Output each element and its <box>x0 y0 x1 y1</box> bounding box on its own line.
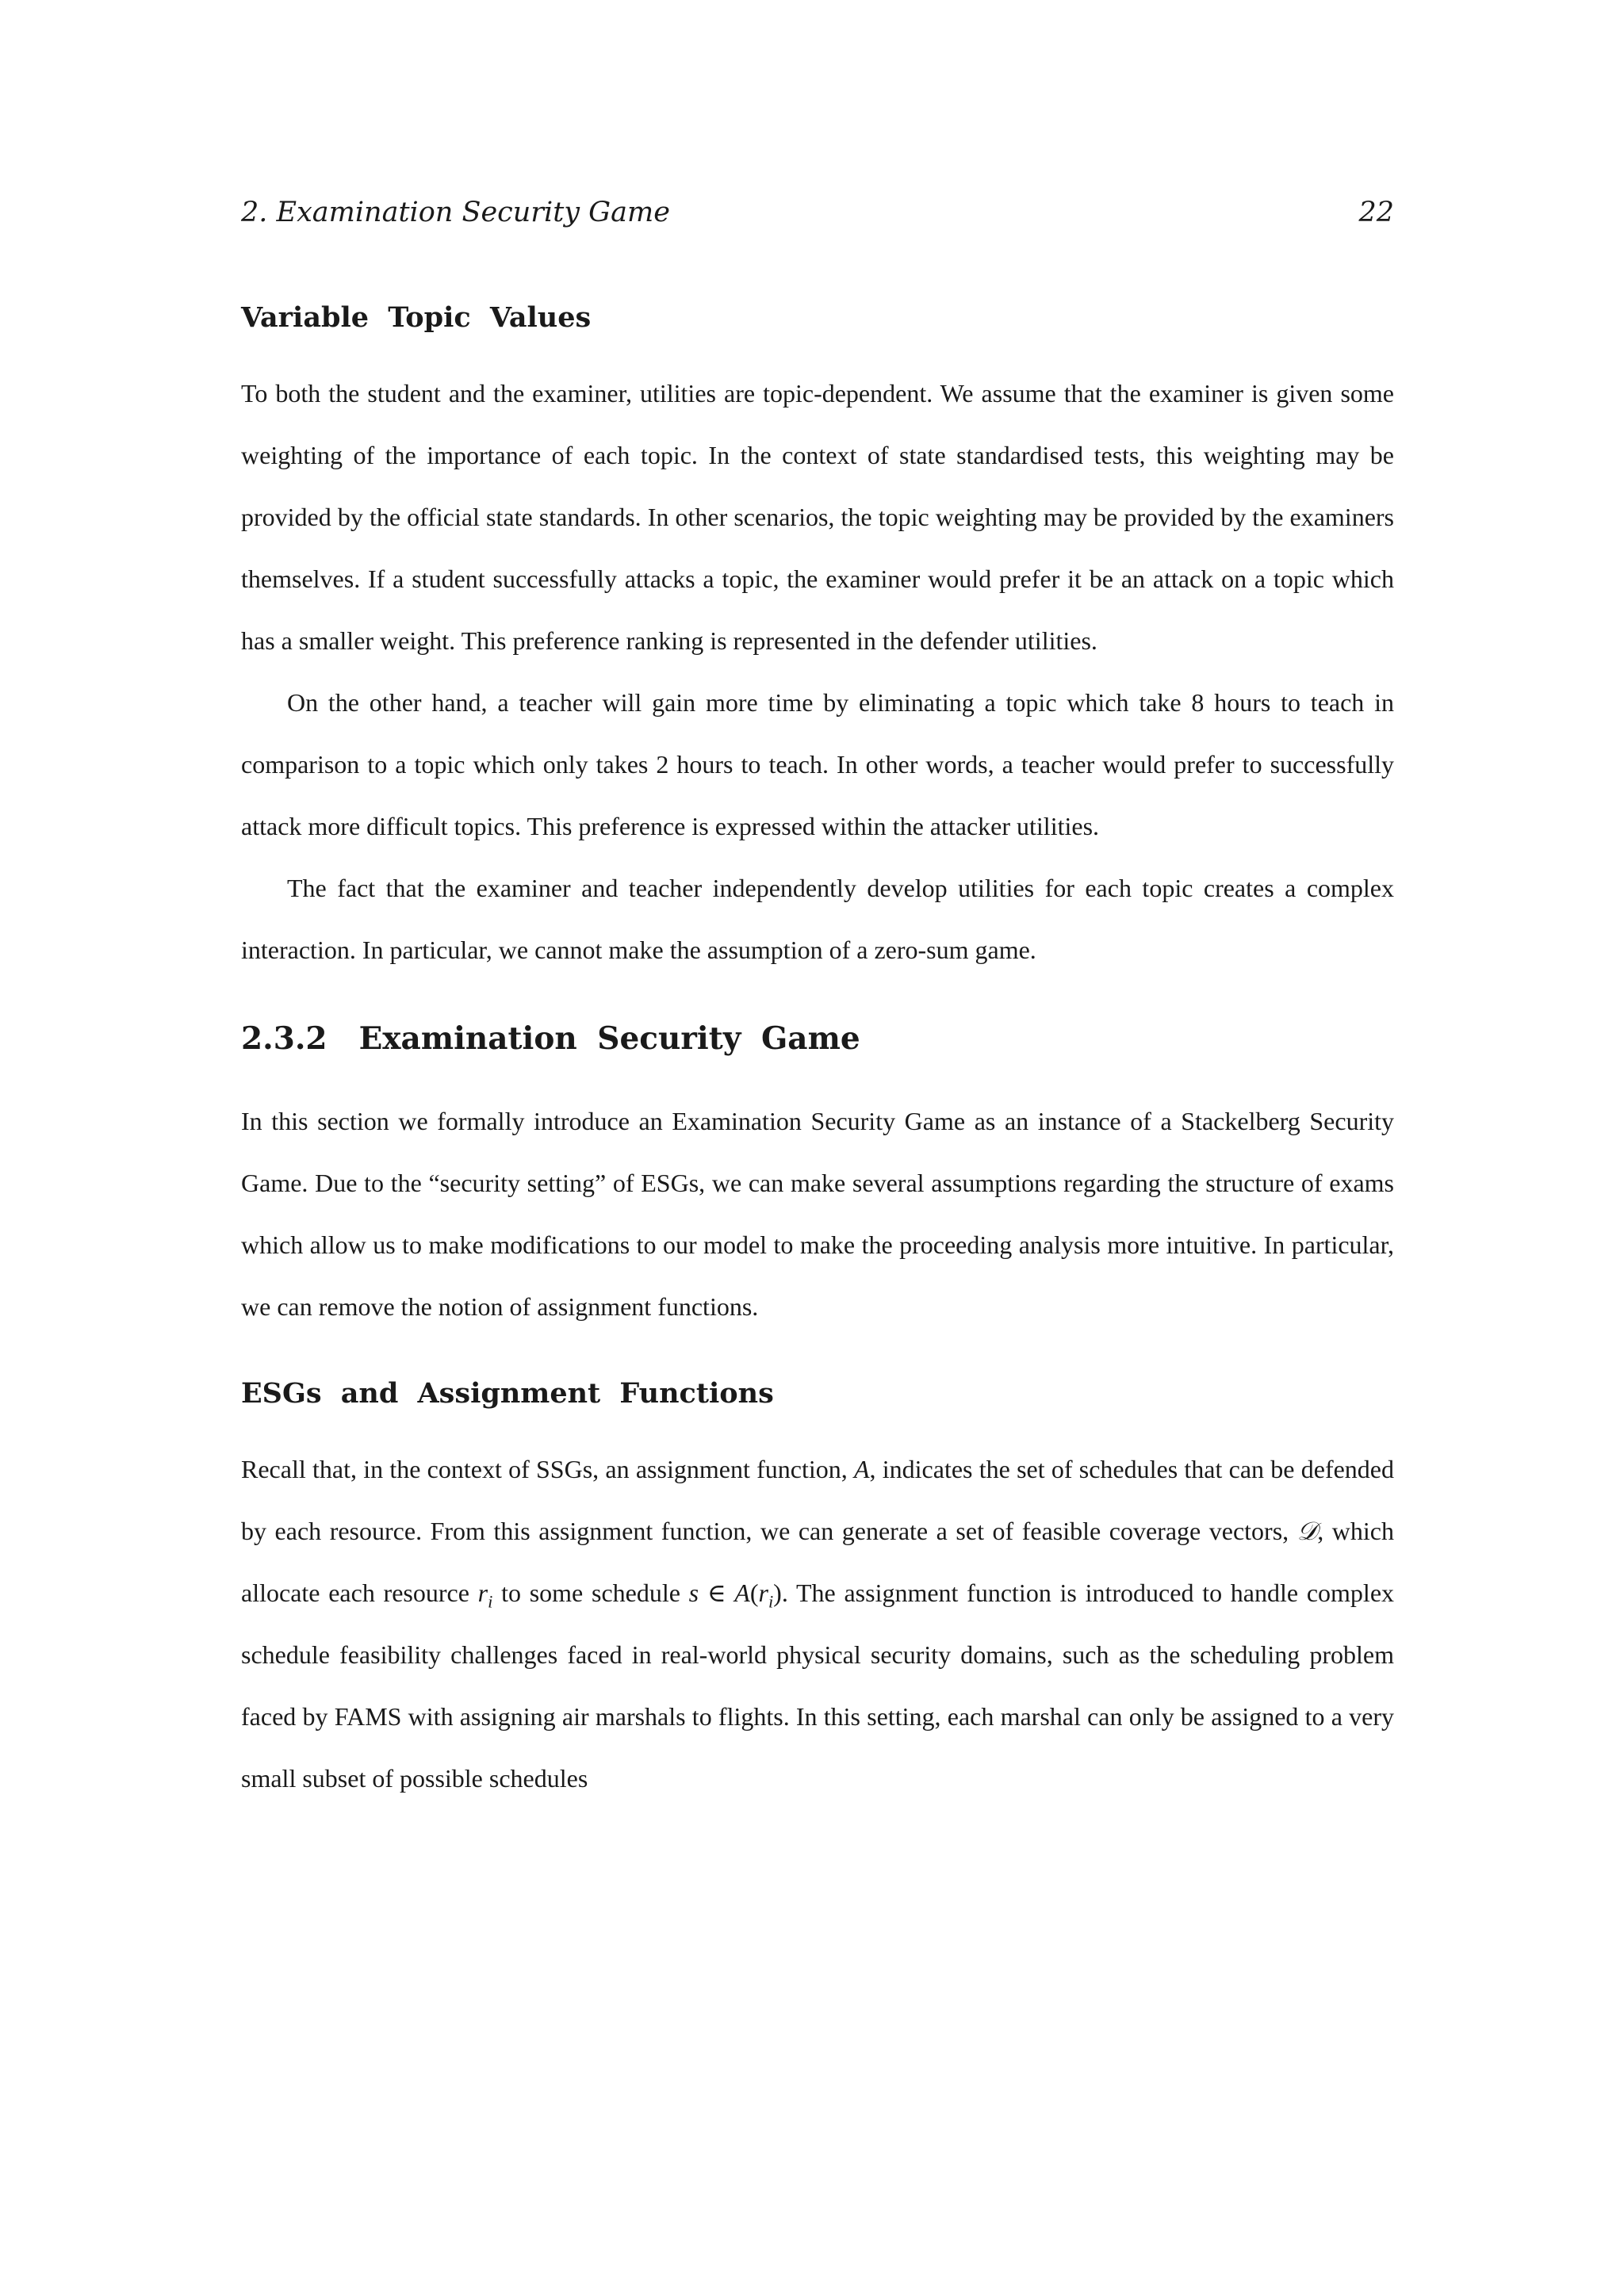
running-header <box>241 190 1394 238</box>
text-run: , which allocate each resource <box>241 1517 1395 1607</box>
page <box>241 190 1394 1809</box>
esg-assignment-paragraph-1 <box>241 1438 1394 1809</box>
text-run: to some schedule <box>492 1578 689 1607</box>
chapter-title: 2. Examination Security Game <box>241 197 670 228</box>
math-assignment-function: A <box>853 1455 870 1483</box>
variable-topic-paragraph-2: On the other hand, a teacher will gain more time by eliminating a topic which take 8 hours to teach in comparison to a topic which only takes 2 hours to teach. In other words, a teacher would prefer to successfully attack more difficult topics. This preference is expressed within the attacker utilities. <box>241 688 1394 840</box>
variable-topic-heading: Variable Topic Values <box>241 301 592 334</box>
variable-topic-paragraph-1: To both the student and the examiner, utilities are topic-dependent. We assume that the examiner is given some weighting of the importance of each topic. In the context of state standardised tests, this weighting may be provided by the official state standards. In other scenarios, the topic weighting may be provided by the examiners themselves. If a student successfully attacks a topic, the examiner would prefer it be an attack on a topic which has a smaller weight. This preference ranking is represented in the defender utilities. <box>241 379 1394 655</box>
variable-topic-paragraph-3: The fact that the examiner and teacher independently develop utilities for each topic creates a complex interaction. In particular, we cannot make the assumption of a zero-sum game. <box>241 874 1394 964</box>
section-paragraph-1: In this section we formally introduce an Examination Security Game as an instance of a Stackelberg Security Game. Due to the “security setting” of ESGs, we can make several assumptions regarding the structure of exams which allow us to make modifications to our model to make the proceeding analysis more intuitive. In particular, we can remove the notion of assignment functions. <box>241 1107 1394 1321</box>
section-heading <box>241 1020 1394 1057</box>
text-run: , indicates the set of schedules that can be defended by each resource. From this assignment function, we can generate a set of feasible coverage vectors, <box>241 1455 1395 1545</box>
section-number: 2.3.2 <box>241 1020 327 1057</box>
math-schedule: s <box>688 1578 699 1607</box>
math-paren: ) <box>773 1578 782 1607</box>
text-run: . The assignment function is introduced to handle complex schedule feasibility challenges faced in real-world physical security domains, such as the scheduling problem faced by FAMS with assigning air marshals to flights. In this setting, each marshal can only be assigned to a very small subset of possible schedules <box>241 1578 1395 1793</box>
page-number: 22 <box>1358 197 1394 228</box>
math-paren: ( <box>749 1578 759 1607</box>
math-subscript: i <box>768 1591 774 1612</box>
math-assignment-function: A <box>734 1578 750 1607</box>
text-run: Recall that, in the context of SSGs, an assignment function, <box>241 1455 854 1483</box>
section-title: Examination Security Game <box>358 1020 860 1057</box>
math-coverage-set: 𝒟 <box>1297 1516 1318 1546</box>
math-resource: r <box>758 1578 768 1607</box>
math-resource: r <box>477 1578 488 1607</box>
math-subscript: i <box>488 1591 493 1612</box>
math-element-of: ∈ <box>699 1578 735 1607</box>
esg-assignment-heading: ESGs and Assignment Functions <box>241 1377 774 1410</box>
